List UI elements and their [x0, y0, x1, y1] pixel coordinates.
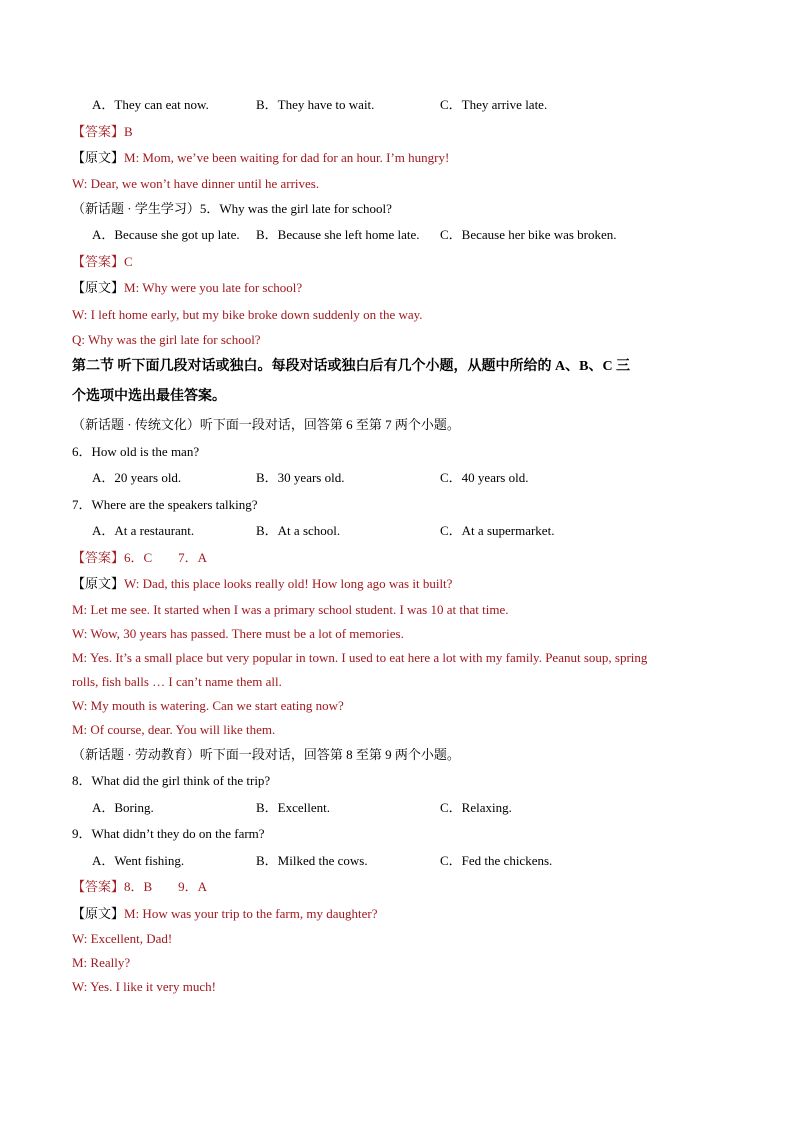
group-intro: （新话题 · 劳动教育）听下面一段对话，回答第 8 至第 9 两个小题。 — [72, 746, 460, 762]
answer-label: 【答案】 — [72, 549, 125, 565]
q5-script-line: Q: Why was the girl late for school? — [72, 332, 261, 347]
group67-script-line: M: Let me see. It started when I was a primary school student. I was 10 at that time. — [72, 601, 509, 617]
group89-script-line: M: Really? — [72, 955, 131, 970]
answer-label: 【答案】 — [72, 879, 125, 894]
q4-script-line: W: Dear, we won’t have dinner until he arrives. — [72, 175, 320, 191]
group67-answer — [72, 545, 722, 572]
group89-script-line: 【原文】M: How was your trip to the farm, my daughter? — [72, 905, 378, 921]
q4-option-b: B．They have to wait. — [256, 97, 375, 112]
group67-script-line: rolls, fish balls … I can’t name them all. — [72, 673, 282, 689]
q7-stem: 7．Where are the speakers talking? — [72, 496, 258, 512]
q8-options — [72, 795, 722, 822]
q4-option-c: C．They arrive late. — [440, 97, 548, 112]
script-label: 【原文】 — [72, 150, 125, 165]
script-label: 【原文】 — [72, 905, 125, 921]
q5-options — [72, 222, 722, 249]
q8-option-a: A．Boring. — [92, 799, 154, 815]
script-label: 【原文】 — [72, 576, 125, 591]
q9-option-a: A．Went fishing. — [92, 852, 185, 868]
group89-script-line: W: Excellent, Dad! — [72, 931, 173, 946]
q6-options — [72, 465, 722, 492]
group67-script-line: W: My mouth is watering. Can we start eating now? — [72, 697, 344, 713]
q5-option-c: C．Because her bike was broken. — [440, 227, 617, 242]
group89-answer — [72, 874, 722, 901]
q4-answer — [72, 119, 722, 146]
q5-stem: （新话题 · 学生学习）5．Why was the girl late for school? — [72, 200, 392, 216]
group89-script-line: W: Yes. I like it very much! — [72, 979, 216, 994]
q9-options — [72, 848, 722, 875]
q5-option-b: B．Because she left home late. — [256, 227, 420, 242]
q9-stem: 9．What didn’t they do on the farm? — [72, 826, 265, 841]
group67-script-line: M: Of course, dear. You will like them. — [72, 721, 276, 737]
q4-script-line: 【原文】M: Mom, we’ve been waiting for dad for an hour. I’m hungry! — [72, 150, 450, 165]
q7-option-c: C．At a supermarket. — [440, 523, 555, 538]
q7-options — [72, 518, 722, 545]
document-page — [72, 92, 722, 999]
section-heading: 第二节 听下面几段对话或独白。每段对话或独白后有几个小题，从题中所给的 A、B、C 三 — [72, 359, 631, 374]
answer-value: 6．C 7．A — [124, 549, 208, 565]
q4-options — [72, 92, 722, 119]
answer-value: 8．B 9．A — [124, 879, 208, 894]
q4-option-a: A．They can eat now. — [92, 97, 209, 112]
q6-option-b: B．30 years old. — [256, 470, 345, 485]
q5-script-line: 【原文】M: Why were you late for school? — [72, 280, 303, 295]
q9-option-b: B．Milked the cows. — [256, 852, 368, 868]
q8-option-c: C．Relaxing. — [440, 799, 512, 815]
q7-option-b: B．At a school. — [256, 523, 341, 538]
group67-script-line: W: Wow, 30 years has passed. There must be a lot of memories. — [72, 625, 404, 641]
q7-option-a: A．At a restaurant. — [92, 523, 195, 538]
q6-stem: 6．How old is the man? — [72, 443, 200, 459]
answer-value: B — [124, 123, 133, 139]
answer-value: C — [124, 253, 133, 269]
q5-option-a: A．Because she got up late. — [92, 227, 240, 242]
answer-label: 【答案】 — [72, 253, 125, 269]
q6-option-a: A．20 years old. — [92, 470, 182, 485]
group67-script-line: M: Yes. It’s a small place but very popular in town. I used to eat here a lot with my family. Peanut soup, spring — [72, 649, 648, 665]
section-heading: 个选项中选出最佳答案。 — [72, 389, 226, 404]
q6-option-c: C．40 years old. — [440, 470, 529, 485]
group67-script-line: 【原文】W: Dad, this place looks really old! How long ago was it built? — [72, 576, 453, 591]
group-intro: （新话题 · 传统文化）听下面一段对话，回答第 6 至第 7 两个小题。 — [72, 417, 460, 432]
script-label: 【原文】 — [72, 280, 125, 295]
q5-script-line: W: I left home early, but my bike broke down suddenly on the way. — [72, 306, 423, 322]
q5-answer — [72, 249, 722, 276]
q9-option-c: C．Fed the chickens. — [440, 852, 553, 868]
q8-option-b: B．Excellent. — [256, 799, 331, 815]
answer-label: 【答案】 — [72, 123, 125, 139]
q8-stem: 8．What did the girl think of the trip? — [72, 773, 271, 788]
